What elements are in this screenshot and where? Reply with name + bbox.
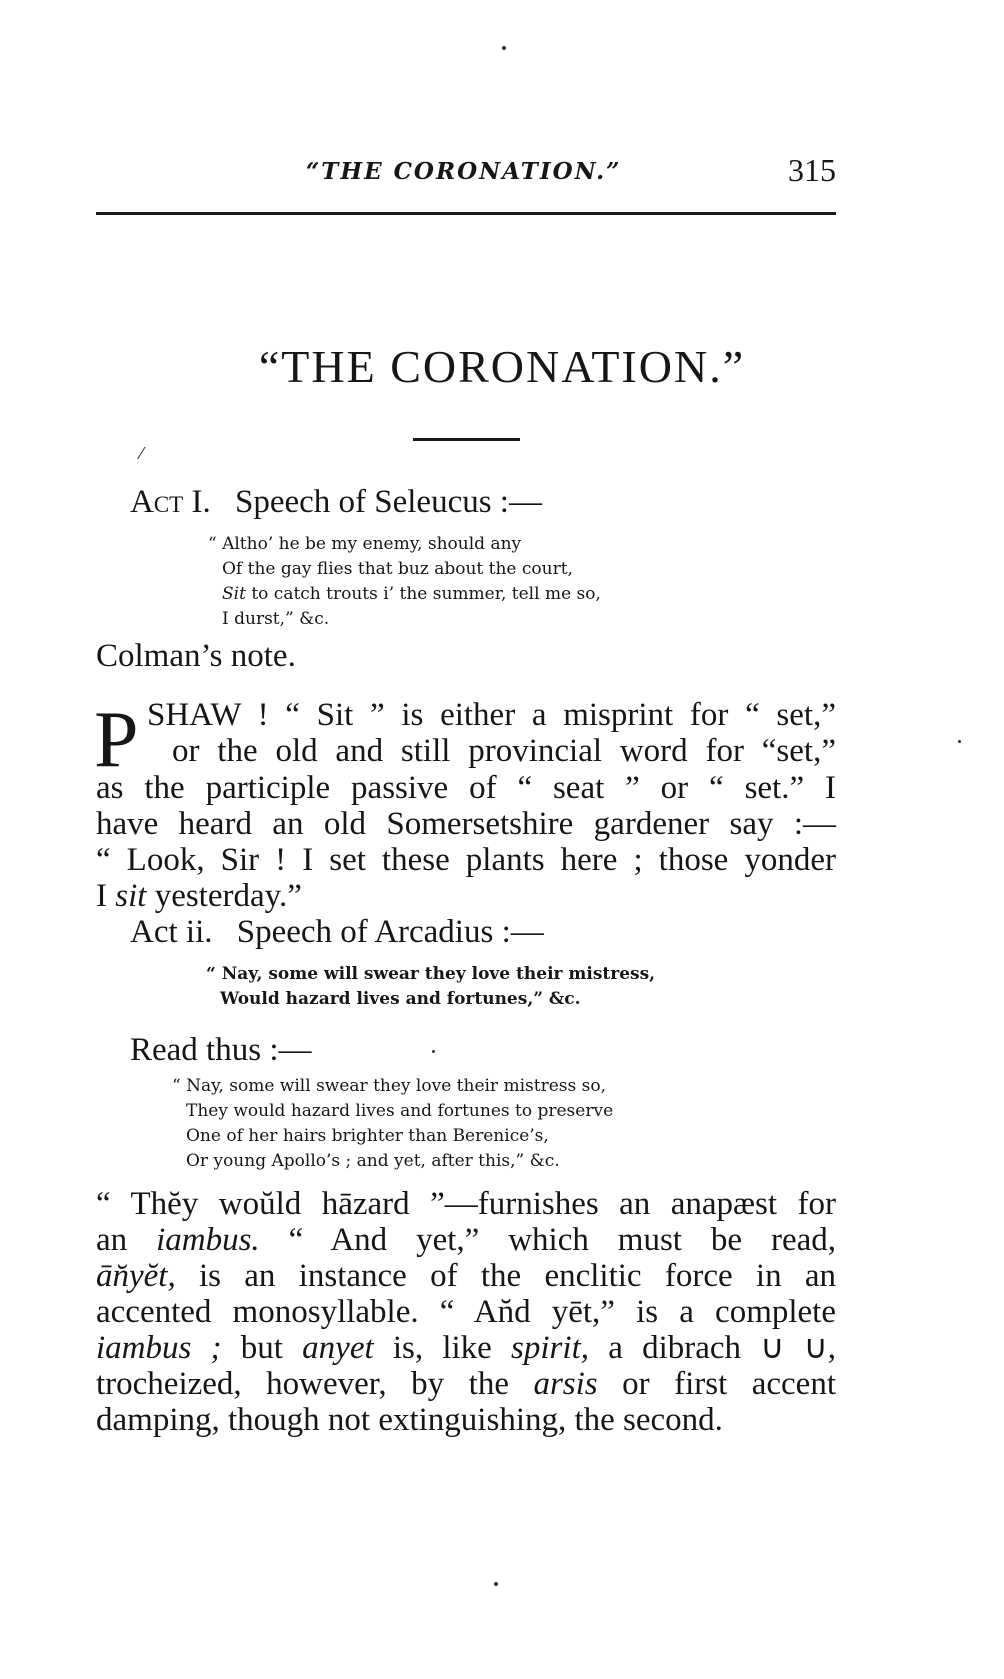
text-run: but [221,1330,303,1366]
chapter-title: “THE CORONATION.” [258,341,746,392]
text-run: a dibrach ∪ ∪, [589,1330,837,1366]
title-rule [413,438,520,441]
paragraph-line: “ Thĕy woŭld hāzard ”—furnishes an anapæst for [96,1186,836,1222]
stray-dot [958,740,961,743]
italic-word: ān̆yĕt, [96,1258,176,1294]
text-run: is, like [373,1330,512,1366]
text-run: is an instance of the enclitic force in an [175,1258,836,1294]
quote-line: One of her hairs brighter than Berenice’s, [186,1126,549,1146]
italic-word: arsis [533,1366,598,1402]
paragraph-line: as the participle passive of “ seat ” or “ set.” I [96,770,836,806]
paragraph-line [96,1222,836,1258]
stray-dot [502,46,506,50]
quote-line: “ Nay, some will swear they love their mistress, [206,964,656,984]
stray-mark: ⁄ [140,444,143,463]
paragraph-line: have heard an old Somersetshire gardener say :— [96,806,836,842]
quote-arcadius [206,962,655,1012]
paragraph-line [96,1258,836,1294]
paragraph-line [96,878,836,914]
quote-read-thus [172,1074,613,1174]
paragraph-line [96,1366,836,1402]
quote-line: Or young Apollo’s ; and yet, after this,” &c. [186,1151,560,1171]
paragraph-line [96,1330,836,1366]
paragraph-line: accented monosyllable. “ An̆d yēt,” is a complete [96,1294,836,1330]
text-run: “ And yet,” which must be read, [259,1222,836,1258]
paragraph-line: or the old and still provincial word for “set,” [172,733,836,769]
paragraph-line: SHAW ! “ Sit ” is either a misprint for “ set,” [147,697,836,733]
quote-line [208,582,601,607]
stray-dot [432,1050,435,1053]
paragraph-line: “ Look, Sir ! I set these plants here ; those yonder [96,842,836,878]
act-one-speech: Speech of Seleucus :— [234,484,542,520]
text-run: or first accent [597,1366,836,1402]
text-run: trocheized, however, by the [96,1366,534,1402]
act-two-label: Act ii. [130,914,213,950]
paragraph-line: damping, though not extinguishing, the second. [96,1402,723,1438]
quote-line-rest: to catch trouts i’ the summer, tell me so, [251,584,601,604]
quote-italic-word: Sit [222,584,246,604]
quote-line: Would hazard lives and fortunes,” &c. [220,989,581,1009]
quote-line: “ Nay, some will swear they love their mistress so, [172,1076,606,1096]
drop-cap: P [94,696,139,784]
act-one-label: Act I. [130,484,211,520]
quote-line: Of the gay flies that buz about the court, [222,559,573,579]
italic-word: iambus ; [96,1330,222,1366]
quote-line: I durst,” &c. [222,609,330,629]
running-head [96,152,836,192]
act-two-heading [130,914,544,951]
colman-note: Colman’s note. [96,638,296,674]
quote-seleucus [208,532,601,632]
stray-dot [494,1582,498,1586]
italic-word: spirit, [511,1330,589,1366]
text-run: I [96,878,116,914]
quote-line: “ Altho’ he be my enemy, should any [208,534,522,554]
act-one-heading [130,484,542,521]
text-run: yesterday.” [146,878,302,914]
text-run: an [96,1222,157,1258]
page-number: 315 [788,152,836,188]
italic-word: iambus. [156,1222,260,1258]
act-two-speech: Speech of Arcadius :— [236,914,544,950]
italic-word: sit [115,878,147,914]
header-rule [96,212,836,215]
quote-line: They would hazard lives and fortunes to preserve [186,1101,614,1121]
running-title: “THE CORONATION.” [306,158,622,185]
italic-word: anyet [302,1330,374,1366]
read-thus: Read thus :— [130,1032,312,1068]
